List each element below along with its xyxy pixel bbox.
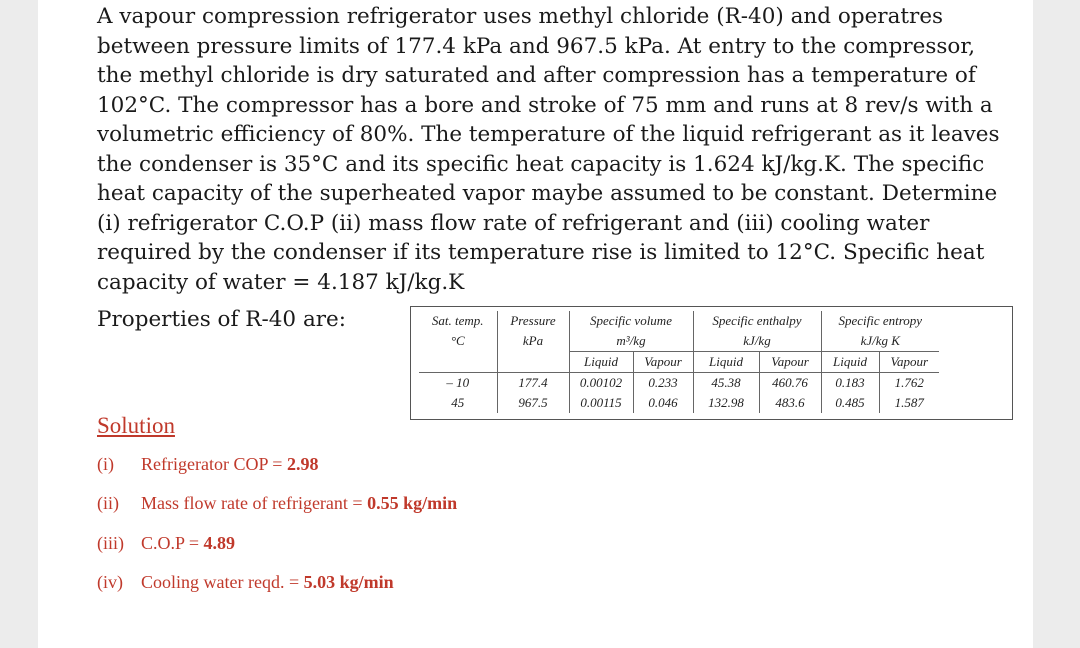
table-cell: 1.762 [879,373,939,394]
answer-value: 0.55 kg/min [367,493,458,513]
answer-number: (iv) [97,572,123,592]
problem-line: the condenser is 35°C and its specific heat capacity is 1.624 kJ/kg.K. The specific [97,151,985,177]
header-specific-entropy: Specific entropy [838,313,923,328]
problem-line: the methyl chloride is dry saturated and after compression has a temperature of [97,63,976,88]
unit-specific-entropy: kJ/kg K [860,333,900,348]
answer-label: Cooling water reqd. = [141,572,304,592]
properties-table [419,311,939,413]
answer-item [97,533,235,554]
properties-label: Properties of R-40 are: [97,307,347,332]
unit-specific-volume: m³/kg [569,331,693,352]
table-cell: 45 [419,393,497,413]
answer-item [97,572,394,593]
subheader-liquid: Liquid [821,352,879,373]
unit-sat-temp: °C [419,331,497,352]
answer-number: (iii) [97,533,124,553]
problem-line: A vapour compression refrigerator uses methyl chloride (R-40) and operatres [97,4,944,29]
answer-label: Mass flow rate of refrigerant = [141,493,368,513]
problem-line: between pressure limits of 177.4 kPa and 967.5 kPa. At entry to the compressor, [97,33,976,59]
answer-value: 5.03 kg/min [303,572,394,592]
problem-line: heat capacity of the superheated vapor maybe assumed to be constant. Determine [97,181,998,206]
problem-line: capacity of water = 4.187 kJ/kg.K [97,269,465,295]
table-cell: 0.046 [633,393,693,413]
table-cell: 0.183 [821,373,879,394]
subheader-vapour: Vapour [759,352,821,373]
answer-value: 4.89 [203,533,235,553]
problem-line: required by the condenser if its temperature rise is limited to 12°C. Specific heat [97,240,985,265]
table-cell: – 10 [419,373,497,394]
header-specific-enthalpy: Specific enthalpy [693,311,821,331]
table-cell: 967.5 [497,393,569,413]
unit-pressure: kPa [497,331,569,352]
subheader-liquid: Liquid [569,352,633,373]
subheader-liquid: Liquid [693,352,759,373]
table-cell: 0.00102 [569,373,633,394]
problem-statement [97,2,1000,297]
table-row [419,393,939,413]
problem-line: (i) refrigerator C.O.P (ii) mass flow rate of refrigerant and (iii) cooling water [97,210,930,236]
header-sat-temp: Sat. temp. [419,311,497,331]
unit-specific-enthalpy: kJ/kg [693,331,821,352]
answer-label: Refrigerator COP = [141,454,287,474]
solution-heading: Solution [97,413,175,438]
document-page [38,0,1033,648]
problem-line: volumetric efficiency of 80%. The temperature of the liquid refrigerant as it leaves [97,122,1000,147]
answer-number: (i) [97,454,114,474]
properties-table-frame [410,306,1013,420]
table-row [419,373,939,394]
subheader-vapour: Vapour [633,352,693,373]
answer-value: 2.98 [286,454,319,474]
table-cell: 177.4 [497,373,569,394]
table-cell: 45.38 [693,373,759,394]
table-cell: 0.485 [821,393,879,413]
table-cell: 483.6 [759,393,821,413]
table-cell: 0.00115 [569,393,633,413]
answer-item [97,493,457,514]
table-cell: 0.233 [633,373,693,394]
header-pressure: Pressure [497,311,569,331]
answer-number: (ii) [97,493,119,513]
header-specific-volume: Specific volume [569,311,693,331]
answer-label: C.O.P = [141,533,204,553]
subheader-vapour: Vapour [879,352,939,373]
table-cell: 132.98 [693,393,759,413]
table-cell: 460.76 [759,373,821,394]
problem-line: 102°C. The compressor has a bore and stroke of 75 mm and runs at 8 rev/s with a [97,92,993,118]
answer-item [97,454,318,475]
table-cell: 1.587 [894,395,924,410]
